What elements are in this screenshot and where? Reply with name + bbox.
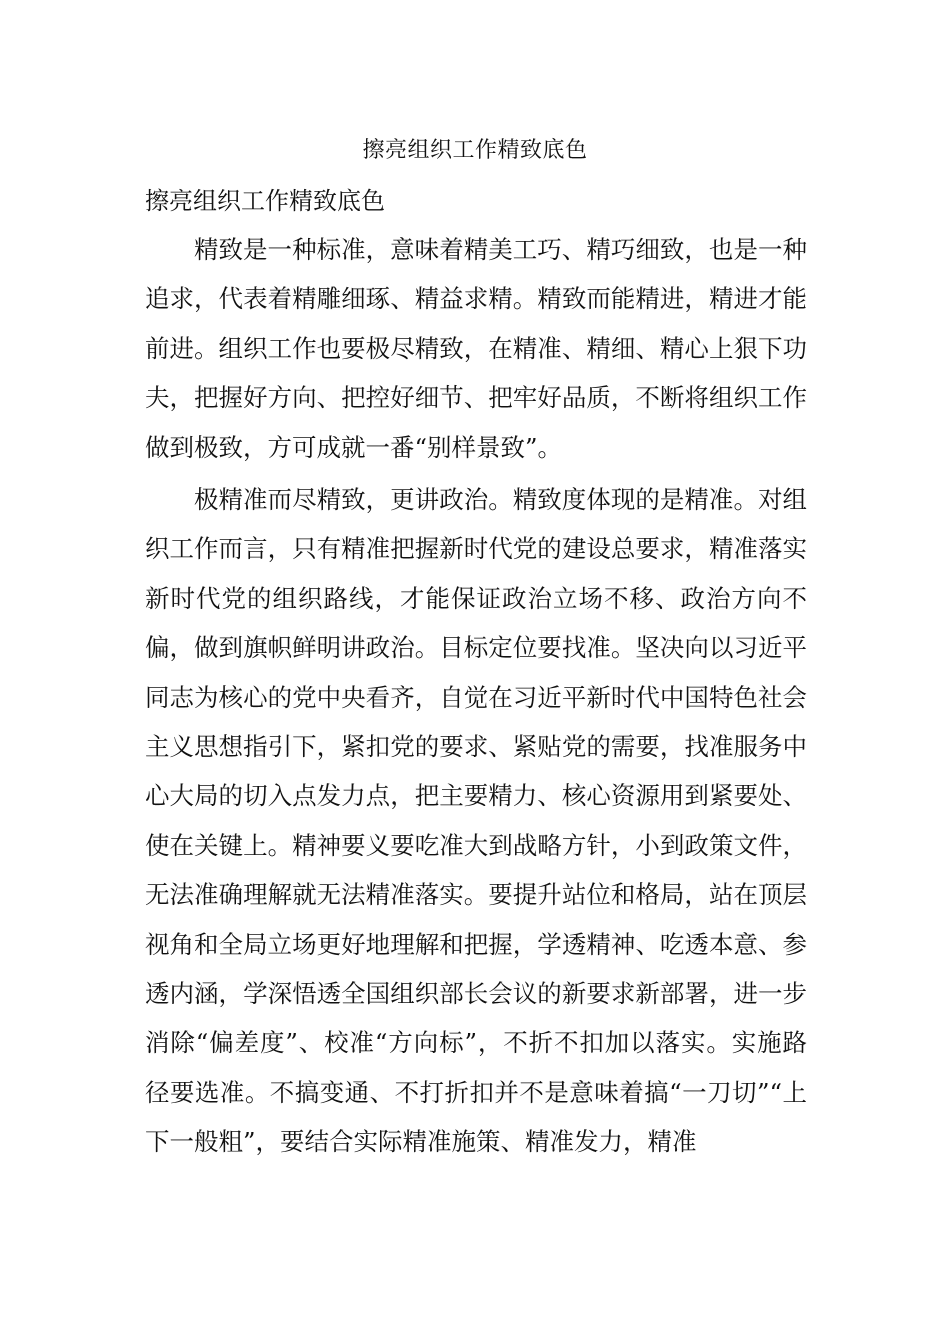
paragraph-1: 精致是一种标准，意味着精美工巧、精巧细致，也是一种追求，代表着精雕细琢、精益求精。精致而能精进，精进才能前进。组织工作也要极尽精致，在精准、精细、精心上狠下功夫，把握好方向、把控好细节、把牢好品质，不断将组织工作做到极致，方可成就一番“别样景致”。 — [145, 235, 807, 462]
document-title: 擦亮组织工作精致底色 — [362, 138, 588, 163]
paragraph-2: 极精准而尽精致，更讲政治。精致度体现的是精准。对组织工作而言，只有精准把握新时代党的建设总要求，精准落实新时代党的组织路线，才能保证政治立场不移、政治方向不偏，做到旗帜鲜明讲政治。目标定位要找准。坚决向以习近平同志为核心的党中央看齐，自觉在习近平新时代中国特色社会主义思想指引下，紧扣党的要求、紧贴党的需要，找准服务中心大局的切入点发力点，把主要精力、核心资源用到紧要处、使在关键上。精神要义要吃准大到战略方针，小到政策文件，无法准确理解就无法精准落实。要提升站位和格局，站在顶层视角和全局立场更好地理解和把握，学透精神、吃透本意、参透内涵，学深悟透全国组织部长会议的新要求新部署，进一步消除“偏差度”、校准“方向标”，不折不扣加以落实。实施路径要选准。不搞变通、不打折扣并不是意味着搞“一刀切”“上下一般粗”，要结合实际精准施策、精准发力，精准 — [145, 485, 807, 1157]
document-subtitle: 擦亮组织工作精致底色 — [145, 187, 385, 215]
